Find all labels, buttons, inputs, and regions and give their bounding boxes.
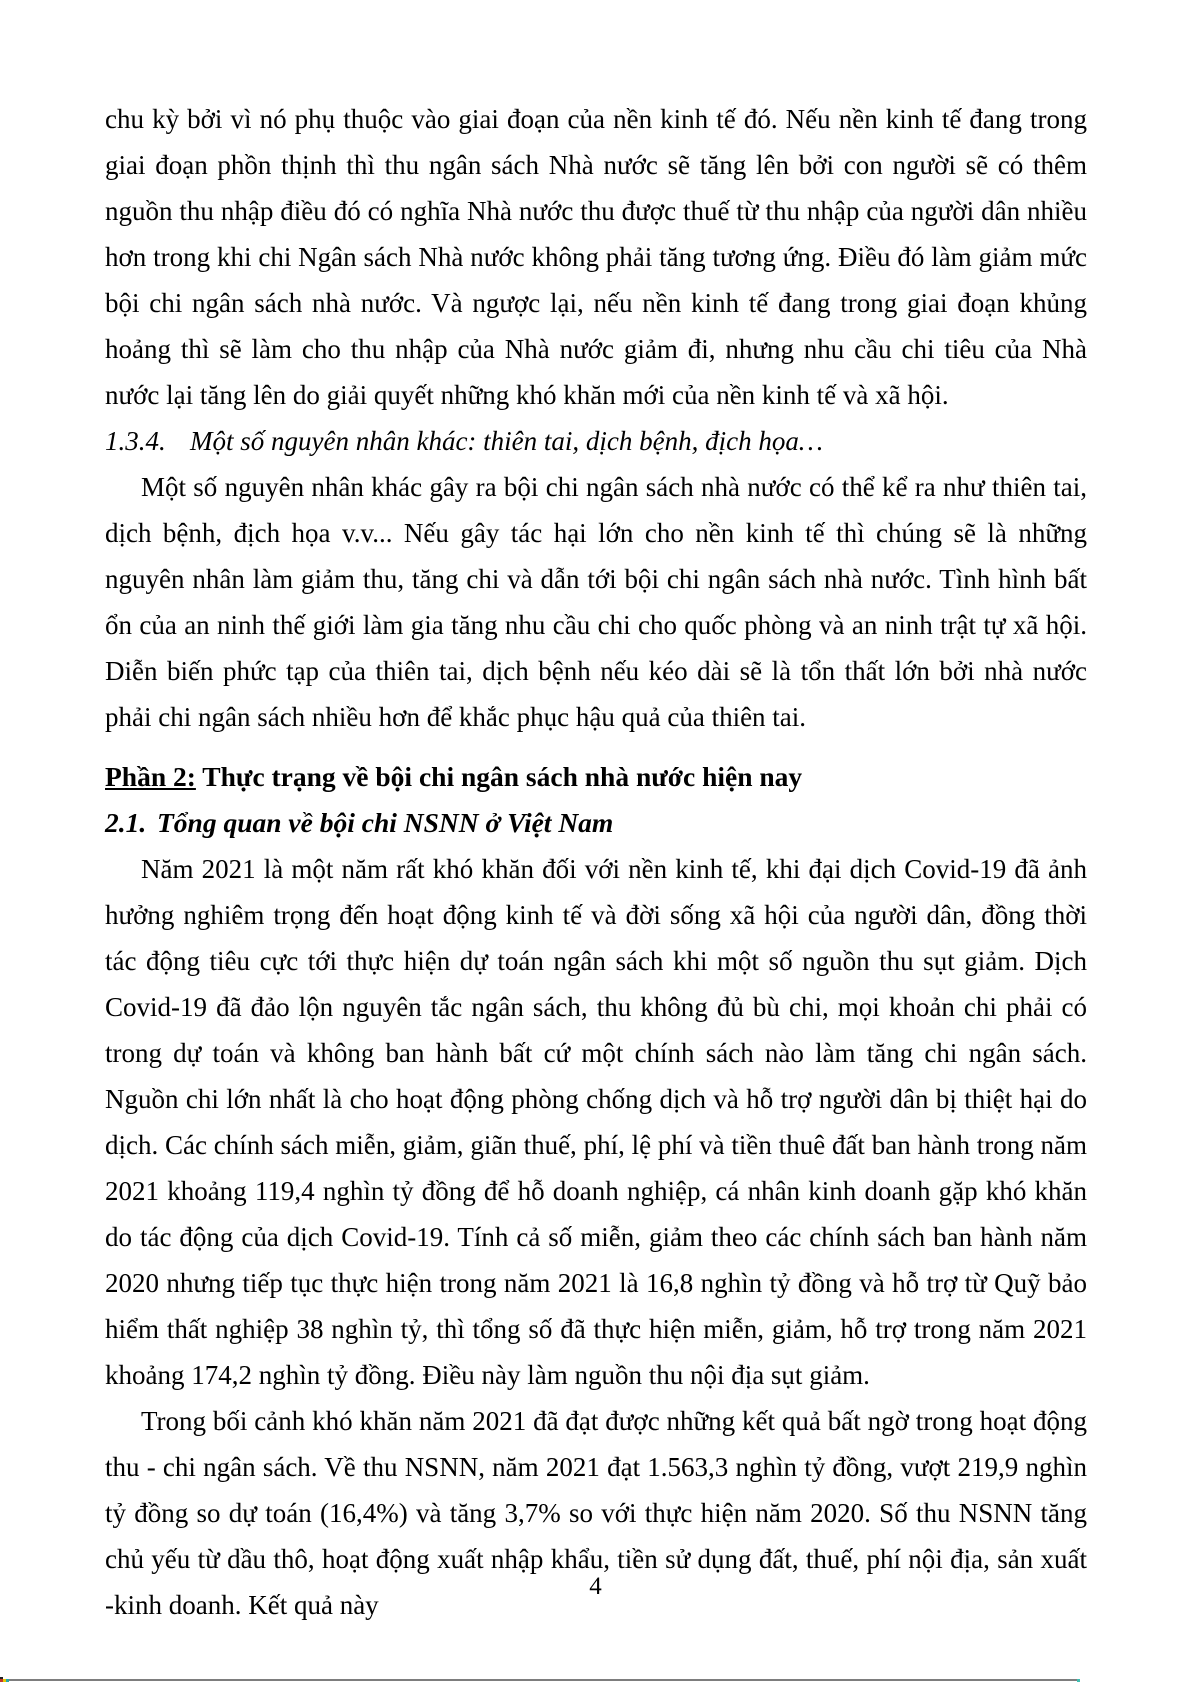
bottom-left-pixel-artifact [0, 1677, 10, 1683]
bottom-edge-end-artifact [1077, 1679, 1080, 1682]
heading-1-3-4 [105, 418, 1087, 464]
artifact-pixel [6, 1679, 9, 1682]
paragraph-overview-2021: Năm 2021 là một năm rất khó khăn đối với nền kinh tế, khi đại dịch Covid-19 đã ảnh hưởng nghiêm trọng đến hoạt động kinh tế và đời sống xã hội của người dân, đồng thời tác động tiêu cực tới thực hiện dự toán ngân sách khi một số nguồn thu sụt giảm. Dịch Covid-19 đã đảo lộn nguyên tắc ngân sách, thu không đủ bù chi, mọi khoản chi phải có trong dự toán và không ban hành bất cứ một chính sách nào làm tăng chi ngân sách. Nguồn chi lớn nhất là cho hoạt động phòng chống dịch và hỗ trợ người dân bị thiệt hại do dịch. Các chính sách miễn, giảm, giãn thuế, phí, lệ phí và tiền thuê đất ban hành trong năm 2021 khoảng 119,4 nghìn tỷ đồng để hỗ doanh nghiệp, cá nhân kinh doanh gặp khó khăn do tác động của dịch Covid-19. Tính cả số miễn, giảm theo các chính sách ban hành năm 2020 nhưng tiếp tục thực hiện trong năm 2021 là 16,8 nghìn tỷ đồng và hỗ trợ từ Quỹ bảo hiểm thất nghiệp 38 nghìn tỷ, thì tổng số đã thực hiện miễn, giảm, hỗ trợ trong năm 2021 khoảng 174,2 nghìn tỷ đồng. Điều này làm nguồn thu nội địa sụt giảm. [105, 854, 1087, 1390]
heading-part-2-label: Phần 2: [105, 761, 196, 792]
paragraph-budget-cycle: chu kỳ bởi vì nó phụ thuộc vào giai đoạn của nền kinh tế đó. Nếu nền kinh tế đang trong giai đoạn phồn thịnh thì thu ngân sách Nhà nước sẽ tăng lên bởi con người sẽ có thêm nguồn thu nhập điều đó có nghĩa Nhà nước thu được thuế từ thu nhập của người dân nhiều hơn trong khi chi Ngân sách Nhà nước không phải tăng tương ứng. Điều đó làm giảm mức bội chi ngân sách nhà nước. Và ngược lại, nếu nền kinh tế đang trong giai đoạn khủng hoảng thì sẽ làm cho thu nhập của Nhà nước giảm đi, nhưng nhu cầu chi tiêu của Nhà nước lại tăng lên do giải quyết những khó khăn mới của nền kinh tế và xã hội. [105, 104, 1087, 410]
heading-part-2 [105, 754, 1087, 800]
heading-2-1-number: 2.1. [105, 807, 147, 838]
heading-1-3-4-number: 1.3.4. [105, 426, 166, 456]
document-body [105, 96, 1087, 1628]
paragraph-other-causes: Một số nguyên nhân khác gây ra bội chi ngân sách nhà nước có thể kể ra như thiên tai, dịch bệnh, địch họa v.v... Nếu gây tác hại lớn cho nền kinh tế thì chúng sẽ là những nguyên nhân làm giảm thu, tăng chi và dẫn tới bội chi ngân sách nhà nước. Tình hình bất ổn của an ninh thế giới làm gia tăng nhu cầu chi cho quốc phòng và an ninh trật tự xã hội. Diễn biến phức tạp của thiên tai, dịch bệnh nếu kéo dài sẽ là tổn thất lớn bởi nhà nước phải chi ngân sách nhiều hơn để khắc phục hậu quả của thiên tai. [105, 472, 1087, 732]
window-bottom-edge [0, 1679, 1077, 1681]
paragraph-results-2021: Trong bối cảnh khó khăn năm 2021 đã đạt được những kết quả bất ngờ trong hoạt động thu - chi ngân sách. Về thu NSNN, năm 2021 đạt 1.563,3 nghìn tỷ đồng, vượt 219,9 nghìn tỷ đồng so dự toán (16,4%) và tăng 3,7% so với thực hiện năm 2020. Số thu NSNN tăng chủ yếu từ dầu thô, hoạt động xuất nhập khẩu, tiền sử dụng đất, thuế, phí nội địa, sản xuất -kinh doanh. Kết quả này [105, 1406, 1087, 1620]
page-number: 4 [589, 1573, 602, 1600]
heading-1-3-4-title: Một số nguyên nhân khác: thiên tai, dịch bệnh, địch họa… [190, 426, 823, 456]
heading-2-1 [105, 800, 1087, 846]
heading-part-2-title: Thực trạng về bội chi ngân sách nhà nước hiện nay [195, 761, 803, 792]
heading-2-1-title: Tổng quan về bội chi NSNN ở Việt Nam [157, 807, 614, 838]
